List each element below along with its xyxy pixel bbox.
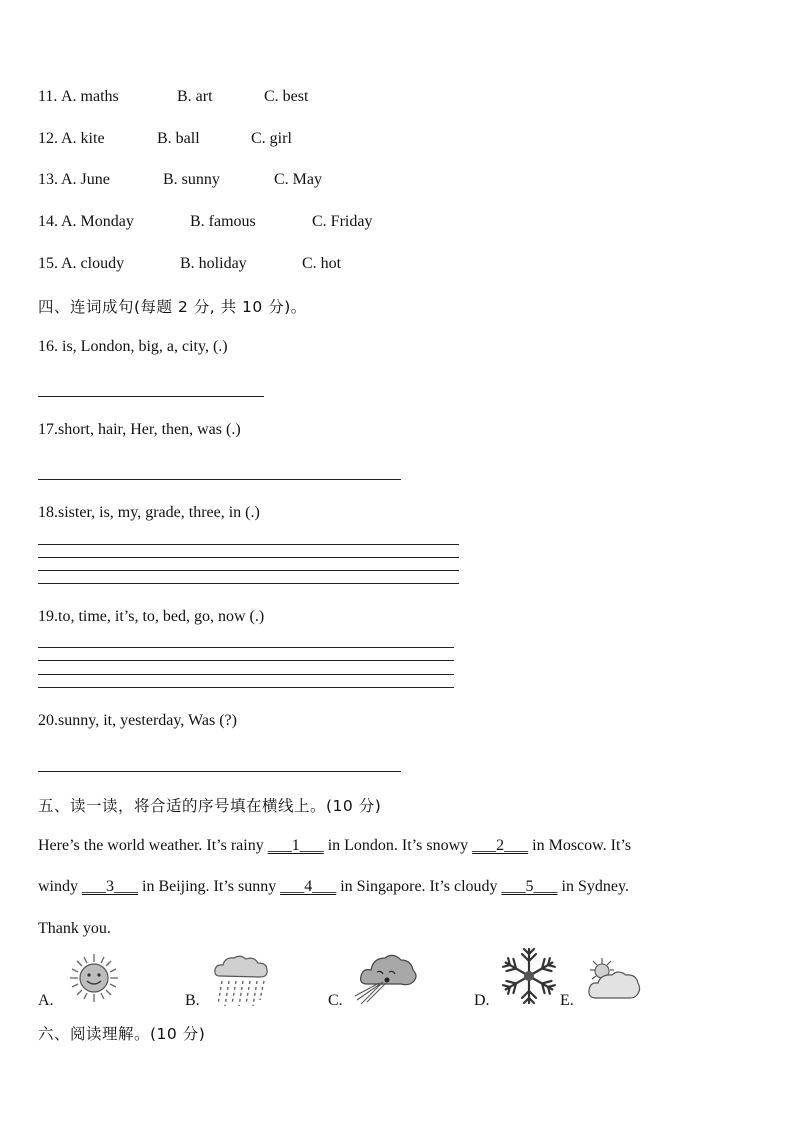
option-c: C. May <box>274 171 322 188</box>
question-16: 16. is, London, big, a, city, (.) <box>38 338 228 355</box>
answer-line[interactable] <box>38 771 401 772</box>
answer-line[interactable] <box>38 687 454 688</box>
answer-line[interactable] <box>38 674 454 675</box>
option-label-a: A. <box>38 992 54 1009</box>
passage-text: in London. It’s snowy <box>323 837 473 854</box>
blank-4[interactable]: ___4___ <box>280 878 337 895</box>
passage-line-3: Thank you. <box>38 920 111 937</box>
option-label-e: E. <box>560 992 574 1009</box>
option-a: A. Monday <box>61 213 134 230</box>
option-a: A. maths <box>61 88 119 105</box>
blank-2[interactable]: ___2___ <box>472 837 529 854</box>
option-a: A. kite <box>61 130 105 147</box>
option-a: A. cloudy <box>61 255 125 272</box>
answer-line[interactable] <box>38 660 454 661</box>
passage-text: in Sydney. <box>557 878 629 895</box>
option-c: C. hot <box>302 255 342 272</box>
wind-cloud-icon <box>353 950 421 1006</box>
section-heading: 六、阅读理解。(10 分) <box>38 1025 206 1043</box>
sun-icon <box>64 952 124 1004</box>
passage-text: in Moscow. It’s <box>528 837 632 854</box>
option-c: C. Friday <box>312 213 373 230</box>
answer-line[interactable] <box>38 396 264 397</box>
question-number: 15. <box>38 255 58 272</box>
option-b: B. sunny <box>163 171 220 188</box>
option-b: B. ball <box>157 130 200 147</box>
passage-text: in Beijing. It’s sunny <box>138 878 281 895</box>
question-number: 11. <box>38 88 58 105</box>
option-b: B. famous <box>190 213 256 230</box>
option-label-b: B. <box>185 992 200 1009</box>
passage-text: Here’s the world weather. It’s rainy <box>38 837 268 854</box>
answer-line[interactable] <box>38 647 454 648</box>
question-number: 12. <box>38 130 58 147</box>
answer-line[interactable] <box>38 479 401 480</box>
question-18: 18.sister, is, my, grade, three, in (.) <box>38 504 260 521</box>
passage-line-2 <box>38 878 629 896</box>
sun-cloud-icon <box>584 956 642 1004</box>
answer-line[interactable] <box>38 583 459 584</box>
option-c: C. best <box>264 88 309 105</box>
question-number: 14. <box>38 213 58 230</box>
passage-line-1 <box>38 837 631 855</box>
answer-line[interactable] <box>38 570 459 571</box>
question-17: 17.short, hair, Her, then, was (.) <box>38 421 241 438</box>
answer-line[interactable] <box>38 544 459 545</box>
option-label-c: C. <box>328 992 343 1009</box>
snowflake-icon <box>501 946 557 1006</box>
question-19: 19.to, time, it’s, to, bed, go, now (.) <box>38 608 265 625</box>
blank-5[interactable]: ___5___ <box>501 878 558 895</box>
section-heading: 五、读一读，将合适的序号填在横线上。(10 分) <box>38 797 382 815</box>
option-b: B. art <box>177 88 213 105</box>
blank-1[interactable]: ___1___ <box>267 837 324 854</box>
option-c: C. girl <box>251 130 292 147</box>
option-label-d: D. <box>474 992 490 1009</box>
option-b: B. holiday <box>180 255 247 272</box>
passage-text: in Singapore. It’s cloudy <box>336 878 502 895</box>
question-number: 13. <box>38 171 58 188</box>
question-20: 20.sunny, it, yesterday, Was (?) <box>38 712 237 729</box>
passage-text: windy <box>38 878 82 895</box>
option-a: A. June <box>61 171 110 188</box>
rain-cloud-icon <box>212 954 270 1008</box>
blank-3[interactable]: ___3___ <box>82 878 138 895</box>
answer-line[interactable] <box>38 557 459 558</box>
section-heading: 四、连词成句(每题 2 分, 共 10 分)。 <box>38 298 307 316</box>
